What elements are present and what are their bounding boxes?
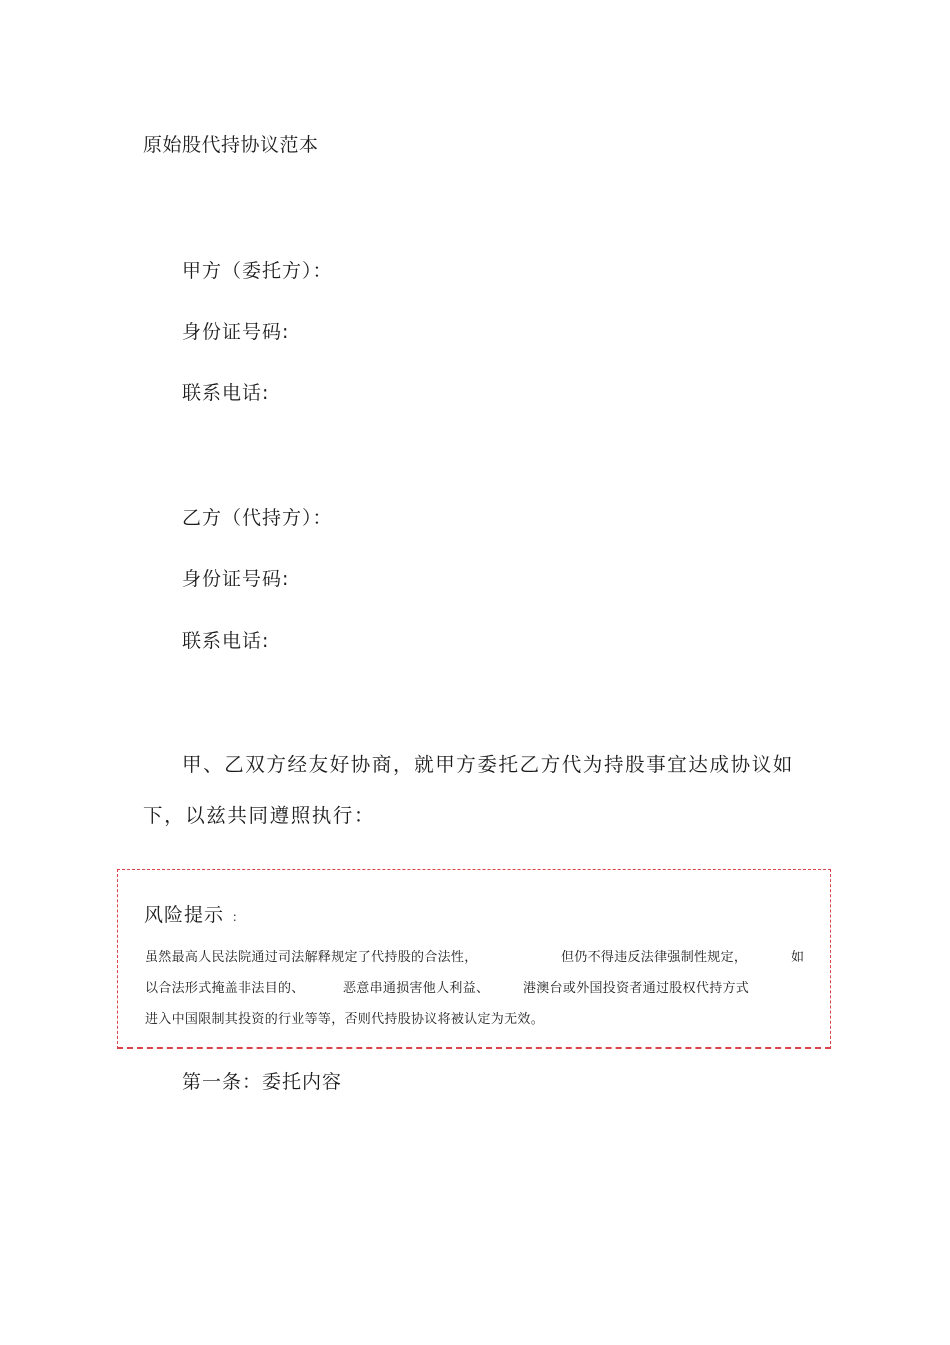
document-title: 原始股代持协议范本 xyxy=(143,134,319,156)
risk-line-2c: 港澳台或外国投资者通过股权代持方式 xyxy=(523,981,750,996)
party-b-label: 乙方（代持方）： xyxy=(182,507,333,529)
party-a-label: 甲方（委托方）： xyxy=(182,260,333,282)
intro-line-1: 甲、乙双方经友好协商，就甲方委托乙方代为持股事宜达成协议如 xyxy=(182,753,794,776)
risk-notice-title xyxy=(144,900,245,927)
risk-line-1a: 虽然最高人民法院通过司法解释规定了代持股的合法性， xyxy=(145,950,478,965)
risk-notice-colon: ： xyxy=(232,910,246,924)
risk-notice-title-text: 风险提示 xyxy=(144,904,225,926)
risk-notice-box xyxy=(117,869,831,1049)
party-b-phone-label: 联系电话: xyxy=(182,630,270,652)
risk-line-1b: 但仍不得违反法律强制性规定， xyxy=(561,950,748,965)
section-1-heading: 第一条：委托内容 xyxy=(182,1071,343,1093)
risk-line-2b: 恶意串通损害他人利益、 xyxy=(343,981,490,996)
party-a-id-label: 身份证号码: xyxy=(182,321,290,343)
risk-line-2a: 以合法形式掩盖非法目的、 xyxy=(145,981,305,996)
intro-line-2: 下，以兹共同遵照执行： xyxy=(143,804,376,827)
party-b-id-label: 身份证号码: xyxy=(182,568,290,590)
risk-line-3: 进入中国限制其投资的行业等等，否则代持股协议将被认定为无效。 xyxy=(145,1012,545,1027)
party-a-phone-label: 联系电话: xyxy=(182,382,270,404)
risk-line-1c: 如 xyxy=(791,950,805,965)
